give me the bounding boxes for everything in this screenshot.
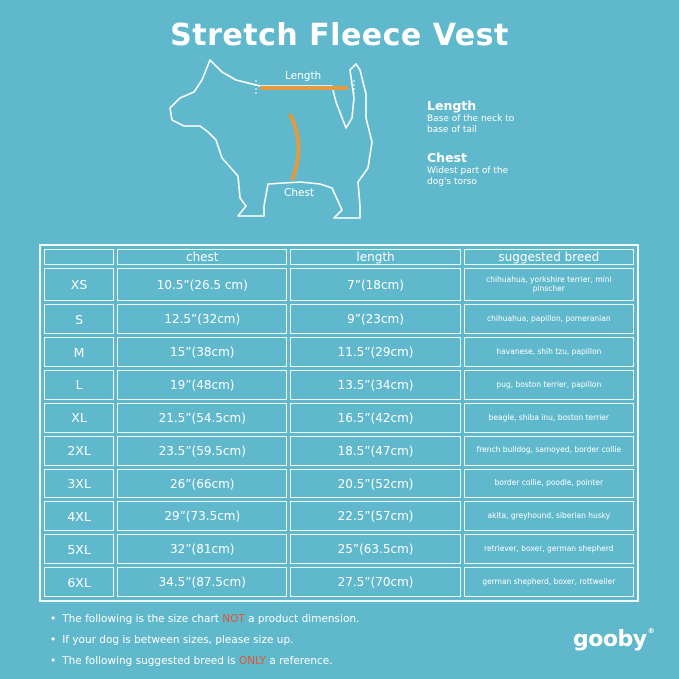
breed-cell: german shepherd, boxer, rottweiler bbox=[464, 567, 634, 597]
header-size bbox=[44, 249, 114, 265]
chest-cell: 32”(81cm) bbox=[117, 534, 287, 564]
table-row bbox=[44, 469, 634, 499]
size-cell: S bbox=[44, 304, 114, 334]
chest-cell: 23.5”(59.5cm) bbox=[117, 436, 287, 466]
diagram-length-label: Length bbox=[285, 70, 322, 82]
page-title: Stretch Fleece Vest bbox=[170, 18, 509, 53]
note-1-text-start: The following is the size chart bbox=[62, 613, 223, 625]
legend-length-desc: Base of the neck to base of tail bbox=[427, 114, 515, 135]
note-size-chart bbox=[50, 612, 359, 633]
size-cell: L bbox=[44, 370, 114, 400]
size-cell: 3XL bbox=[44, 469, 114, 499]
diagram-chest-label: Chest bbox=[284, 187, 315, 199]
size-cell: 2XL bbox=[44, 436, 114, 466]
chest-cell: 29”(73.5cm) bbox=[117, 501, 287, 531]
length-cell: 16.5”(42cm) bbox=[290, 403, 460, 433]
length-cell: 22.5”(57cm) bbox=[290, 501, 460, 531]
header-breed: suggested breed bbox=[464, 249, 634, 265]
breed-cell: beagle, shiba inu, boston terrier bbox=[464, 403, 634, 433]
note-3-text-start: The following suggested breed is bbox=[62, 655, 239, 667]
table-row bbox=[44, 337, 634, 367]
brand-logo bbox=[573, 627, 654, 652]
chest-cell: 10.5”(26.5 cm) bbox=[117, 268, 287, 301]
size-cell: 6XL bbox=[44, 567, 114, 597]
chest-cell: 26”(66cm) bbox=[117, 469, 287, 499]
registered-mark: ® bbox=[647, 627, 655, 635]
chest-cell: 12.5”(32cm) bbox=[117, 304, 287, 334]
length-cell: 7”(18cm) bbox=[290, 268, 460, 301]
note-1-text-end: a product dimension. bbox=[244, 613, 360, 625]
legend-length bbox=[427, 98, 527, 136]
length-cell: 20.5”(52cm) bbox=[290, 469, 460, 499]
size-chart-table bbox=[39, 244, 639, 602]
table-row bbox=[44, 403, 634, 433]
breed-cell: akita, greyhound, siberian husky bbox=[464, 501, 634, 531]
size-cell: XS bbox=[44, 268, 114, 301]
table-row bbox=[44, 370, 634, 400]
brand-name: gooby bbox=[573, 627, 647, 652]
table-row bbox=[44, 436, 634, 466]
length-cell: 18.5”(47cm) bbox=[290, 436, 460, 466]
size-cell: 4XL bbox=[44, 501, 114, 531]
breed-cell: chihuahua, yorkshire terrier, mini pinscher bbox=[464, 268, 634, 301]
size-cell: XL bbox=[44, 403, 114, 433]
length-cell: 27.5”(70cm) bbox=[290, 567, 460, 597]
dog-outline-diagram bbox=[160, 58, 400, 228]
note-3-text-end: a reference. bbox=[265, 655, 333, 667]
length-cell: 13.5”(34cm) bbox=[290, 370, 460, 400]
legend-length-heading: Length bbox=[427, 98, 477, 113]
chest-measure-arc bbox=[290, 114, 299, 180]
breed-cell: chihuahua, papillon, pomeranian bbox=[464, 304, 634, 334]
table-row bbox=[44, 304, 634, 334]
bullet-icon: • bbox=[50, 634, 57, 646]
chest-cell: 15”(38cm) bbox=[117, 337, 287, 367]
header-length: length bbox=[290, 249, 460, 265]
size-cell: 5XL bbox=[44, 534, 114, 564]
table-row bbox=[44, 567, 634, 597]
note-3-highlight: ONLY bbox=[238, 655, 266, 667]
table-header-row bbox=[44, 249, 634, 265]
chest-cell: 34.5”(87.5cm) bbox=[117, 567, 287, 597]
length-cell: 11.5”(29cm) bbox=[290, 337, 460, 367]
size-cell: M bbox=[44, 337, 114, 367]
breed-cell: pug, boston terrier, papillon bbox=[464, 370, 634, 400]
note-breed-reference bbox=[50, 654, 359, 675]
table-row bbox=[44, 501, 634, 531]
chest-cell: 21.5”(54.5cm) bbox=[117, 403, 287, 433]
legend-chest-desc: Widest part of the dog's torso bbox=[427, 166, 509, 187]
notes-list bbox=[50, 612, 359, 675]
breed-cell: french bulldog, samoyed, border collie bbox=[464, 436, 634, 466]
chest-cell: 19”(48cm) bbox=[117, 370, 287, 400]
table-row bbox=[44, 268, 634, 301]
bullet-icon: • bbox=[50, 613, 57, 625]
length-cell: 25”(63.5cm) bbox=[290, 534, 460, 564]
bullet-icon: • bbox=[50, 655, 57, 667]
table-row bbox=[44, 534, 634, 564]
length-cell: 9”(23cm) bbox=[290, 304, 460, 334]
note-1-highlight: NOT bbox=[222, 613, 245, 625]
legend-chest-heading: Chest bbox=[427, 150, 467, 165]
legend-chest bbox=[427, 150, 527, 188]
note-size-up bbox=[50, 633, 359, 654]
header-chest: chest bbox=[117, 249, 287, 265]
note-2-text: If your dog is between sizes, please size up. bbox=[62, 634, 294, 646]
breed-cell: border collie, poodle, pointer bbox=[464, 469, 634, 499]
breed-cell: havanese, shih tzu, papillon bbox=[464, 337, 634, 367]
breed-cell: retriever, boxer, german shepherd bbox=[464, 534, 634, 564]
